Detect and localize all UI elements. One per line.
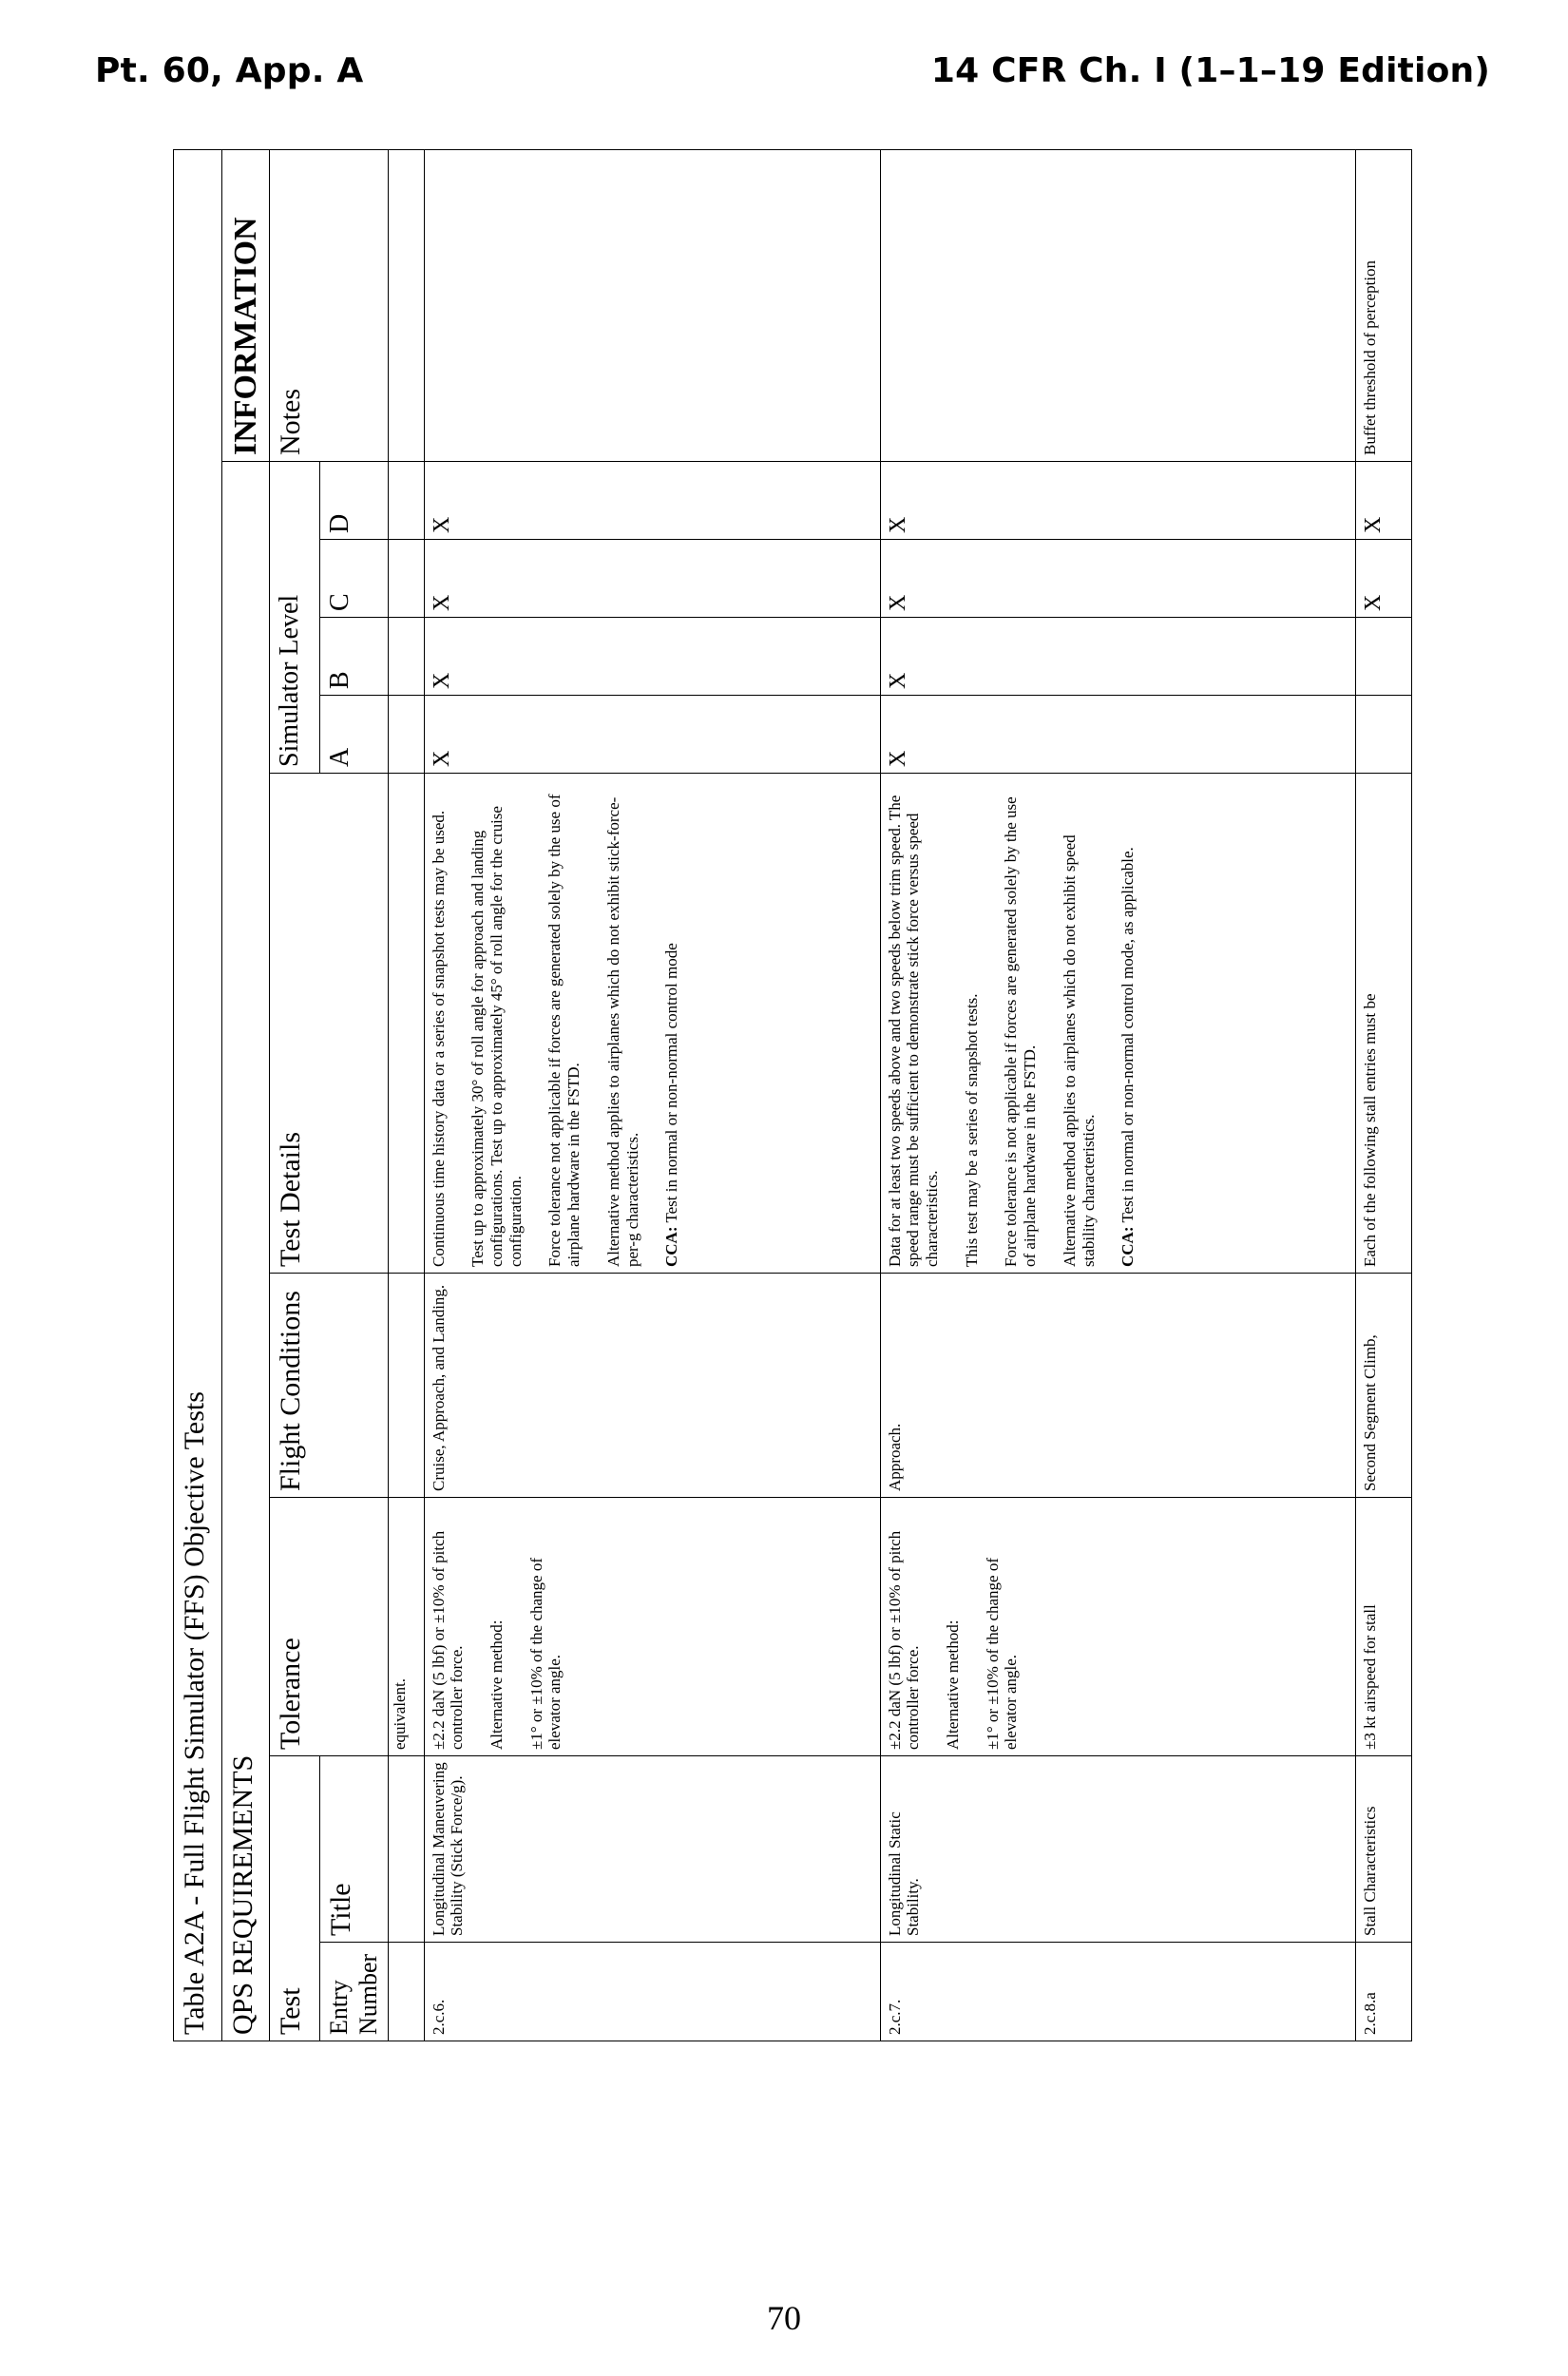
notes-header: Notes [270, 149, 388, 461]
detail-paragraph: Data for at least two speeds above and two speeds below trim speed. The speed range must be sufficient to demonstrate stick force versus speed characteristics. [885, 795, 942, 1267]
detail-paragraph: This test may be a series of snapshot tests. [962, 993, 981, 1267]
test-details-cell [1355, 774, 1411, 1274]
tolerance-line: ±2.2 daN (5 lbf) or ±10% of pitch controller force. [885, 1530, 923, 1750]
tolerance-line: Alternative method: [488, 1619, 507, 1750]
simulator-level-header: Simulator Level [270, 462, 320, 774]
title-cell: Longitudinal Static Stability. [880, 1756, 1355, 1943]
notes-cell [424, 149, 880, 461]
detail-paragraph: Force tolerance not applicable if forces are generated solely by the use of airplane hardware in the FSTD. [545, 794, 583, 1267]
entry-number-cell: 2.c.7. [880, 1943, 1355, 2041]
notes-cell [880, 149, 1355, 461]
tolerance-line: Alternative method: [944, 1619, 963, 1750]
detail-paragraph: Test up to approximately 30° of roll angle for approach and landing configurations. Test up to approximately 45° of roll angle for the cruise configuration. [468, 806, 525, 1267]
tolerance-line: ±3 kt airspeed for stall [1360, 1604, 1379, 1750]
flight-conditions-header: Flight Conditions [270, 1274, 388, 1498]
continuation-row [388, 149, 424, 2041]
information-header: INFORMATION [222, 149, 270, 461]
continuation-level-c-cell [388, 540, 424, 618]
title-header: Title [320, 1756, 388, 1943]
level-a-mark: X [424, 696, 880, 774]
level-a-mark [1355, 696, 1411, 774]
detail-paragraph: CCA: Test in normal or non-normal control mode [662, 943, 681, 1267]
level-d-header: D [320, 462, 388, 540]
detail-paragraph: Alternative method applies to airplanes which do not exhibit speed stability characteristics. [1060, 834, 1098, 1267]
running-header-left: Pt. 60, App. A [95, 51, 364, 90]
level-b-mark: X [424, 618, 880, 696]
table-row [1355, 149, 1411, 2041]
qps-requirements-header: QPS REQUIREMENTS [222, 462, 270, 2041]
level-c-mark: X [424, 540, 880, 618]
tolerance-cell [880, 1498, 1355, 1756]
tolerance-line: ±1° or ±10% of the change of elevator angle. [526, 1557, 564, 1750]
level-c-header: C [320, 540, 388, 618]
test-details-header: Test Details [270, 774, 388, 1274]
detail-paragraph: Alternative method applies to airplanes which do not exhibit stick-force-per-g characteristics. [603, 796, 641, 1267]
continuation-conditions-cell [388, 1274, 424, 1498]
entry-number-cell: 2.c.8.a [1355, 1943, 1411, 2041]
table-row [424, 149, 880, 2041]
entry-number-header: Entry Number [320, 1943, 388, 2041]
title-cell: Longitudinal Maneuvering Stability (Stick Force/g). [424, 1756, 880, 1943]
notes-cell: Buffet threshold of perception [1355, 149, 1411, 461]
level-b-header: B [320, 618, 388, 696]
tolerance-cell [1355, 1498, 1411, 1756]
detail-paragraph: CCA: Test in normal or non-normal control mode, as applicable. [1119, 847, 1138, 1267]
continuation-level-b-cell [388, 618, 424, 696]
running-header-right: 14 CFR Ch. I (1–1–19 Edition) [930, 51, 1490, 90]
level-b-mark [1355, 618, 1411, 696]
detail-paragraph: Continuous time history data or a series of snapshot tests may be used. [429, 810, 448, 1267]
entry-number-cell: 2.c.6. [424, 1943, 880, 2041]
level-a-header: A [320, 696, 388, 774]
level-d-mark: X [880, 462, 1355, 540]
level-a-mark: X [880, 696, 1355, 774]
page-number: 70 [767, 2299, 801, 2337]
test-header: Test [270, 1756, 320, 2041]
test-details-cell [424, 774, 880, 1274]
tolerance-header: Tolerance [270, 1498, 388, 1756]
continuation-notes-cell [388, 149, 424, 461]
title-cell: Stall Characteristics [1355, 1756, 1411, 1943]
flight-conditions-cell: Cruise, Approach, and Landing. [424, 1274, 880, 1498]
continuation-entry-cell [388, 1943, 424, 2041]
detail-paragraph: Each of the following stall entries must be [1360, 993, 1379, 1267]
level-b-mark: X [880, 618, 1355, 696]
tolerance-cell [424, 1498, 880, 1756]
rotated-table-container [173, 150, 1412, 2041]
continuation-level-a-cell [388, 696, 424, 774]
continuation-details-cell [388, 774, 424, 1274]
level-c-mark: X [880, 540, 1355, 618]
continuation-title-cell [388, 1756, 424, 1943]
objective-tests-table [173, 149, 1412, 2041]
table-row [880, 149, 1355, 2041]
tolerance-line: ±2.2 daN (5 lbf) or ±10% of pitch controller force. [429, 1530, 467, 1750]
level-d-mark: X [1355, 462, 1411, 540]
test-details-cell [880, 774, 1355, 1274]
continuation-tolerance-cell: equivalent. [388, 1498, 424, 1756]
level-d-mark: X [424, 462, 880, 540]
level-c-mark: X [1355, 540, 1411, 618]
detail-paragraph: Force tolerance is not applicable if forces are generated solely by the use of airplane hardware in the FSTD. [1002, 796, 1040, 1267]
continuation-level-d-cell [388, 462, 424, 540]
table-title: Table A2A - Full Flight Simulator (FFS) Objective Tests [174, 149, 222, 2041]
tolerance-line: ±1° or ±10% of the change of elevator angle. [983, 1557, 1021, 1750]
flight-conditions-cell: Second Segment Climb, [1355, 1274, 1411, 1498]
flight-conditions-cell: Approach. [880, 1274, 1355, 1498]
